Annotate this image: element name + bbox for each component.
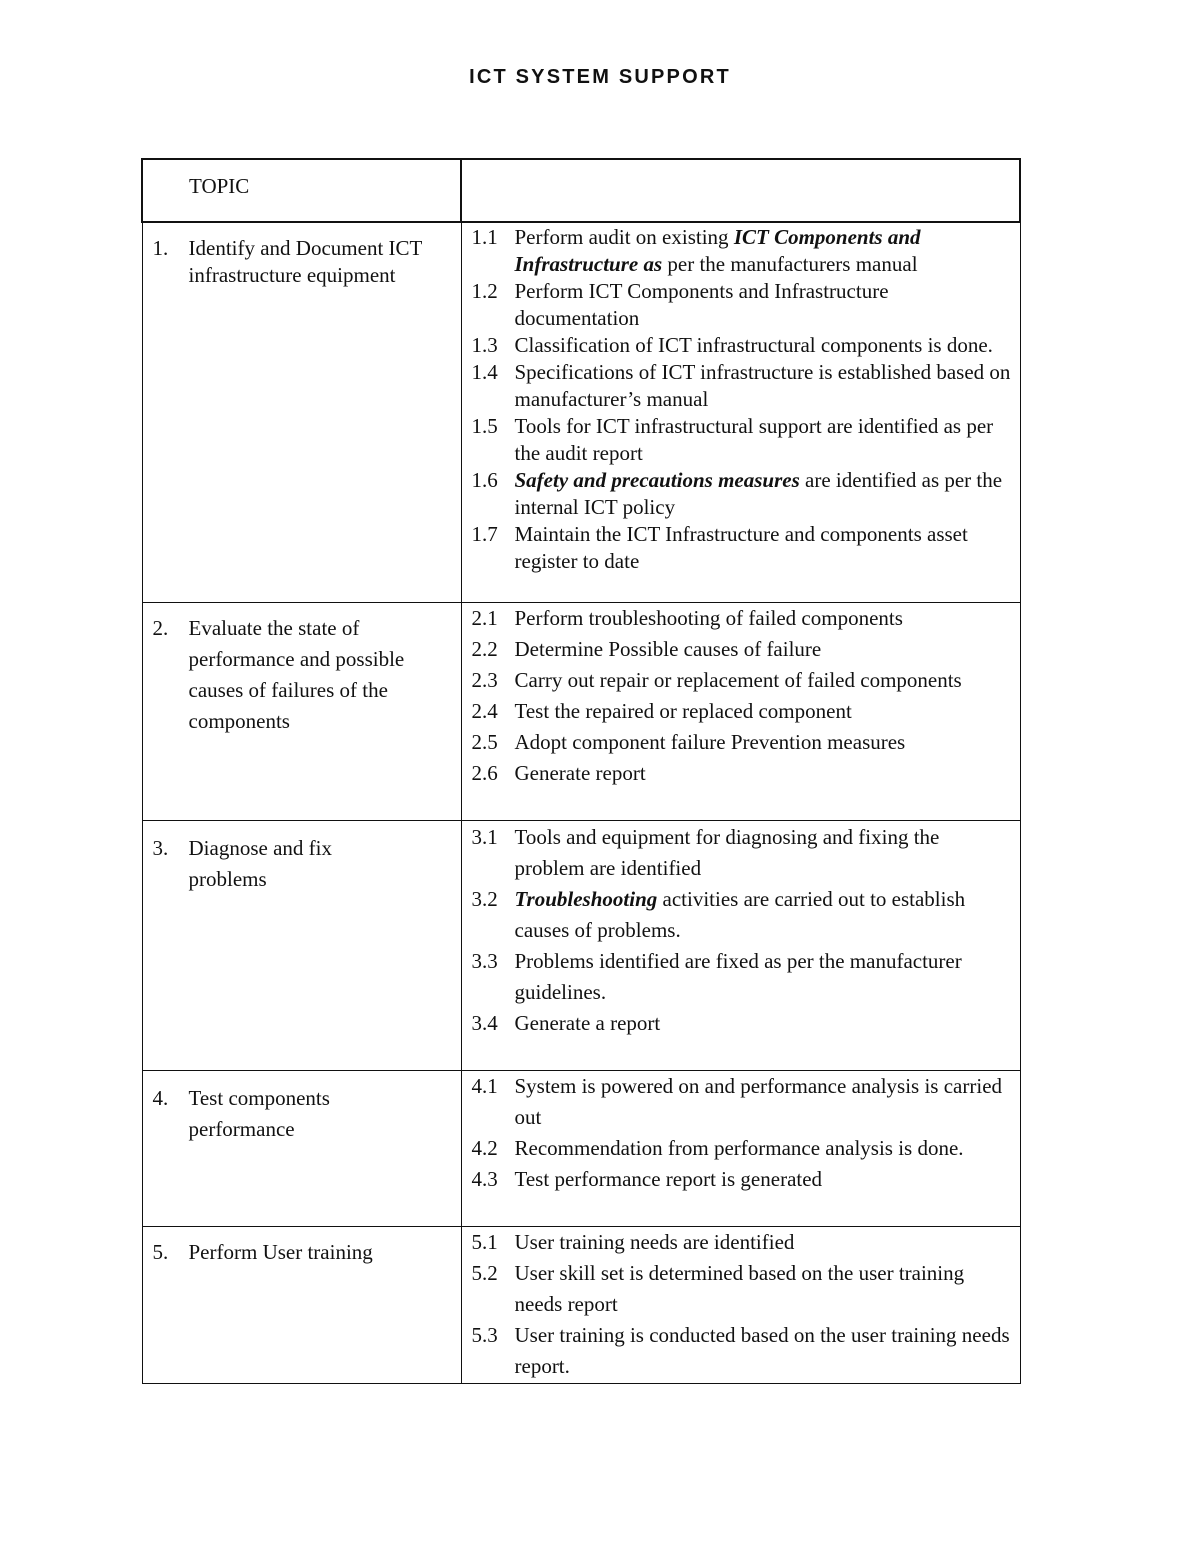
document-title: ICT SYSTEM SUPPORT <box>469 66 731 88</box>
topic-number: 2. <box>152 615 169 640</box>
outcome-item <box>472 603 1014 634</box>
outcome-item <box>472 521 1014 575</box>
outcome-item <box>472 696 1014 727</box>
outcome-text <box>515 727 1014 758</box>
outcome-number: 5.1 <box>471 1229 498 1254</box>
topic-header-label: TOPIC <box>189 174 250 198</box>
topic-text: Evaluate the state of performance and possible causes of failures of the components <box>188 615 405 733</box>
outcome-text-part: Maintain the ICT Infrastructure and components asset register to date <box>514 522 968 573</box>
outcome-item <box>472 1227 1014 1258</box>
table-row <box>142 1226 1020 1383</box>
outcome-item <box>472 946 1014 1008</box>
outcome-text-part: Perform audit on existing <box>514 225 734 249</box>
outcome-text <box>515 467 1014 521</box>
outcome-text-part: User training is conducted based on the user training needs report. <box>514 1322 1010 1378</box>
outcome-text <box>515 1227 1014 1258</box>
outcome-text-part: Generate report <box>514 760 646 785</box>
table-row <box>142 1070 1020 1226</box>
table-row <box>142 222 1020 602</box>
topic-text: Identify and Document ICT infrastructure equipment <box>188 236 422 287</box>
outcome-text-part: User skill set is determined based on the user training needs report <box>514 1260 965 1316</box>
outcome-text-part: Test performance report is generated <box>514 1166 823 1191</box>
outcome-text-part: Determine Possible causes of failure <box>514 636 822 661</box>
outcome-number: 2.6 <box>471 760 498 785</box>
outcome-item <box>472 665 1014 696</box>
outcome-number: 3.2 <box>471 886 498 911</box>
topic-number: 3. <box>152 835 169 860</box>
topic-number: 1. <box>152 236 169 260</box>
outcome-number: 2.5 <box>471 729 498 754</box>
outcomes-cell <box>461 602 1020 820</box>
outcome-number: 2.1 <box>471 605 498 630</box>
outcome-text <box>515 1164 1014 1195</box>
outcome-item <box>472 634 1014 665</box>
header-topic-cell <box>142 159 461 222</box>
outcome-item <box>472 727 1014 758</box>
topic-number: 4. <box>152 1085 169 1110</box>
table-row <box>142 602 1020 820</box>
outcome-text <box>515 884 1014 946</box>
topic-text: Perform User training <box>188 1239 373 1264</box>
outcomes-cell <box>461 820 1020 1070</box>
outcome-item <box>472 413 1014 467</box>
topic-number: 5. <box>152 1239 169 1264</box>
outcome-number: 3.3 <box>471 948 498 973</box>
outcome-text-part: activities are carried out to establish causes of problems. <box>514 886 966 942</box>
outcome-text <box>515 359 1014 413</box>
outcome-number: 2.3 <box>471 667 498 692</box>
outcome-text <box>515 603 1014 634</box>
outcome-text-part: Specifications of ICT infrastructure is established based on manufacturer’s manual <box>514 360 1011 411</box>
outcome-number: 5.3 <box>471 1322 498 1347</box>
outcome-text-part: Perform ICT Components and Infrastructure documentation <box>514 279 889 330</box>
outcome-text-part: Tools for ICT infrastructural support are identified as per the audit report <box>514 414 994 465</box>
outcome-text-part: Problems identified are fixed as per the manufacturer guidelines. <box>514 948 962 1004</box>
outcome-text-part: System is powered on and performance analysis is carried out <box>514 1073 1003 1129</box>
outcome-text-part: Perform troubleshooting of failed components <box>514 605 903 630</box>
outcome-text-part: are identified as per the internal ICT policy <box>514 468 1003 519</box>
outcome-item <box>472 822 1014 884</box>
outcome-item <box>472 1164 1014 1195</box>
outcome-item <box>472 1133 1014 1164</box>
outcome-item <box>472 224 1014 278</box>
outcome-text <box>515 665 1014 696</box>
outcomes-cell <box>461 1070 1020 1226</box>
outcome-item <box>472 467 1014 521</box>
outcome-text <box>515 1133 1014 1164</box>
outcomes-cell <box>461 222 1020 602</box>
topic-cell <box>142 222 461 602</box>
outcome-number: 2.4 <box>471 698 498 723</box>
outcome-text <box>515 1258 1014 1320</box>
outcome-text <box>515 332 1014 359</box>
outcome-number: 1.3 <box>471 333 498 357</box>
table-row <box>142 820 1020 1070</box>
outcome-text-part: per the manufacturers manual <box>662 252 918 276</box>
outcome-text <box>515 278 1014 332</box>
topic-cell <box>142 1226 461 1383</box>
outcome-number: 4.3 <box>471 1166 498 1191</box>
emphasized-term: Safety and precautions measures <box>514 468 800 492</box>
outcome-number: 1.1 <box>471 225 498 249</box>
topic-cell <box>142 1070 461 1226</box>
outcome-number: 1.4 <box>471 360 498 384</box>
outcome-text-part: Generate a report <box>514 1010 661 1035</box>
outcome-item <box>472 1071 1014 1133</box>
outcome-number: 2.2 <box>471 636 498 661</box>
outcome-text <box>515 413 1014 467</box>
outcome-number: 1.5 <box>471 414 498 438</box>
outcomes-cell <box>461 1226 1020 1383</box>
outcome-text <box>515 946 1014 1008</box>
outcome-text <box>515 696 1014 727</box>
outcome-text <box>515 521 1014 575</box>
outcome-item <box>472 1008 1014 1039</box>
outcome-text <box>515 1071 1014 1133</box>
outcome-text <box>515 822 1014 884</box>
outcome-text-part: Classification of ICT infrastructural components is done. <box>514 333 993 357</box>
outcome-text-part: Test the repaired or replaced component <box>514 698 852 723</box>
header-blank-cell <box>461 159 1020 222</box>
outcome-number: 4.2 <box>471 1135 498 1160</box>
outcome-text <box>515 224 1014 278</box>
outcome-item <box>472 359 1014 413</box>
topic-cell <box>142 820 461 1070</box>
outcome-number: 3.4 <box>471 1010 498 1035</box>
outcome-item <box>472 1320 1014 1382</box>
outcome-item <box>472 1258 1014 1320</box>
outcome-text-part: Adopt component failure Prevention measures <box>514 729 906 754</box>
outcome-number: 5.2 <box>471 1260 498 1285</box>
outcome-text <box>515 758 1014 789</box>
outcome-text-part: Tools and equipment for diagnosing and fixing the problem are identified <box>514 824 940 880</box>
outcome-number: 4.1 <box>471 1073 498 1098</box>
outcome-text-part: Carry out repair or replacement of failed components <box>514 667 962 692</box>
outcome-text <box>515 1008 1014 1039</box>
outcome-text-part: User training needs are identified <box>514 1229 795 1254</box>
outcome-item <box>472 332 1014 359</box>
topic-cell <box>142 602 461 820</box>
topics-table <box>141 158 1021 1384</box>
outcome-item <box>472 884 1014 946</box>
table-header-row <box>142 159 1020 222</box>
outcome-text-part: Recommendation from performance analysis is done. <box>514 1135 964 1160</box>
outcome-item <box>472 758 1014 789</box>
outcome-text <box>515 634 1014 665</box>
outcome-item <box>472 278 1014 332</box>
outcome-number: 1.7 <box>471 522 498 546</box>
outcome-number: 1.6 <box>471 468 498 492</box>
topic-text: Test components performance <box>188 1085 330 1141</box>
outcome-number: 1.2 <box>471 279 498 303</box>
topic-text: Diagnose and fix problems <box>188 835 332 891</box>
emphasized-term: Troubleshooting <box>514 886 658 911</box>
emphasized-term: ICT Components and Infrastructure as <box>514 225 921 276</box>
outcome-text <box>515 1320 1014 1382</box>
outcome-number: 3.1 <box>471 824 498 849</box>
